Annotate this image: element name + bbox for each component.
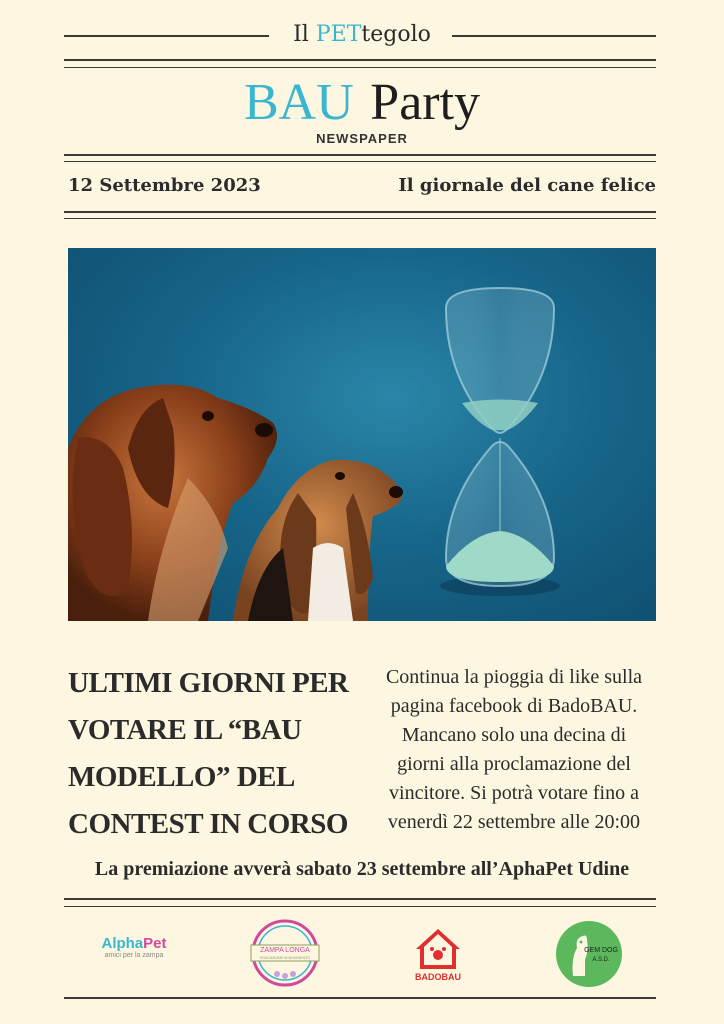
title-rest: Party: [370, 74, 481, 131]
gemdog-name: GEM DOG: [584, 947, 618, 954]
headline-line: VOTARE IL “BAU: [68, 714, 302, 746]
tagline: Il giornale del cane felice: [398, 175, 656, 196]
divider: [64, 211, 656, 213]
gemdog-logo: [555, 920, 623, 988]
divider: [64, 67, 656, 68]
body-line: venerdì 22 settembre alle 20:00: [387, 811, 641, 833]
alphapet-name-a: Alpha: [101, 935, 144, 952]
headline-line: MODELLO” DEL: [68, 761, 295, 793]
article-headline: [68, 660, 368, 848]
alphapet-tagline: amici per la zampa: [104, 952, 164, 959]
award-announcement: La premiazione avverà sabato 23 settembre all’AphaPet Udine: [94, 858, 630, 880]
article-body: [366, 663, 662, 837]
brand-name: [0, 22, 724, 47]
badobau-logo: [408, 925, 468, 983]
brand-prefix: Il: [293, 22, 316, 47]
divider: [64, 154, 656, 156]
title-accent: BAU: [243, 74, 354, 131]
hourglass: [440, 288, 560, 596]
badobau-name: BADOBAU: [415, 972, 461, 982]
hero-image: [68, 248, 656, 621]
page-subtitle: NEWSPAPER: [316, 131, 408, 146]
zampalonga-logo: [245, 918, 325, 988]
doghouse-icon: [408, 925, 468, 983]
dogs-and-hourglass-photo: [68, 248, 656, 621]
page-title: [0, 72, 724, 133]
divider: [64, 161, 656, 162]
zampalonga-name: ZAMPA LONGA: [260, 947, 310, 954]
divider: [64, 906, 656, 907]
divider: [64, 997, 656, 999]
gemdog-tagline: A.S.D.: [592, 957, 610, 963]
brand-accent: PET: [315, 22, 362, 47]
body-line: vincitore. Si potrà votare fino a: [389, 782, 639, 804]
body-line: Continua la pioggia di like sulla: [385, 666, 643, 688]
headline-line: ULTIMI GIORNI PER: [68, 667, 349, 699]
zampalonga-emblem-icon: [245, 918, 325, 988]
basset-dog: [233, 460, 403, 621]
body-line: giorni alla proclamazione del: [397, 753, 631, 775]
headline-line: CONTEST IN CORSO: [68, 808, 348, 840]
divider: [64, 898, 656, 900]
zampalonga-tagline: EDUCAZIONE IN MOVIMENTO: [260, 956, 310, 960]
alphapet-logo: [96, 935, 172, 975]
divider: [64, 59, 656, 61]
issue-date: 12 Settembre 2023: [68, 175, 261, 196]
body-line: pagina facebook di BadoBAU.: [390, 695, 638, 717]
alphapet-name: [96, 935, 172, 952]
divider: [64, 218, 656, 219]
gemdog-emblem-icon: [555, 920, 623, 988]
brand-suffix: tegolo: [361, 22, 431, 47]
body-line: Mancano solo una decina di: [401, 724, 627, 746]
alphapet-name-b: Pet: [143, 935, 167, 952]
